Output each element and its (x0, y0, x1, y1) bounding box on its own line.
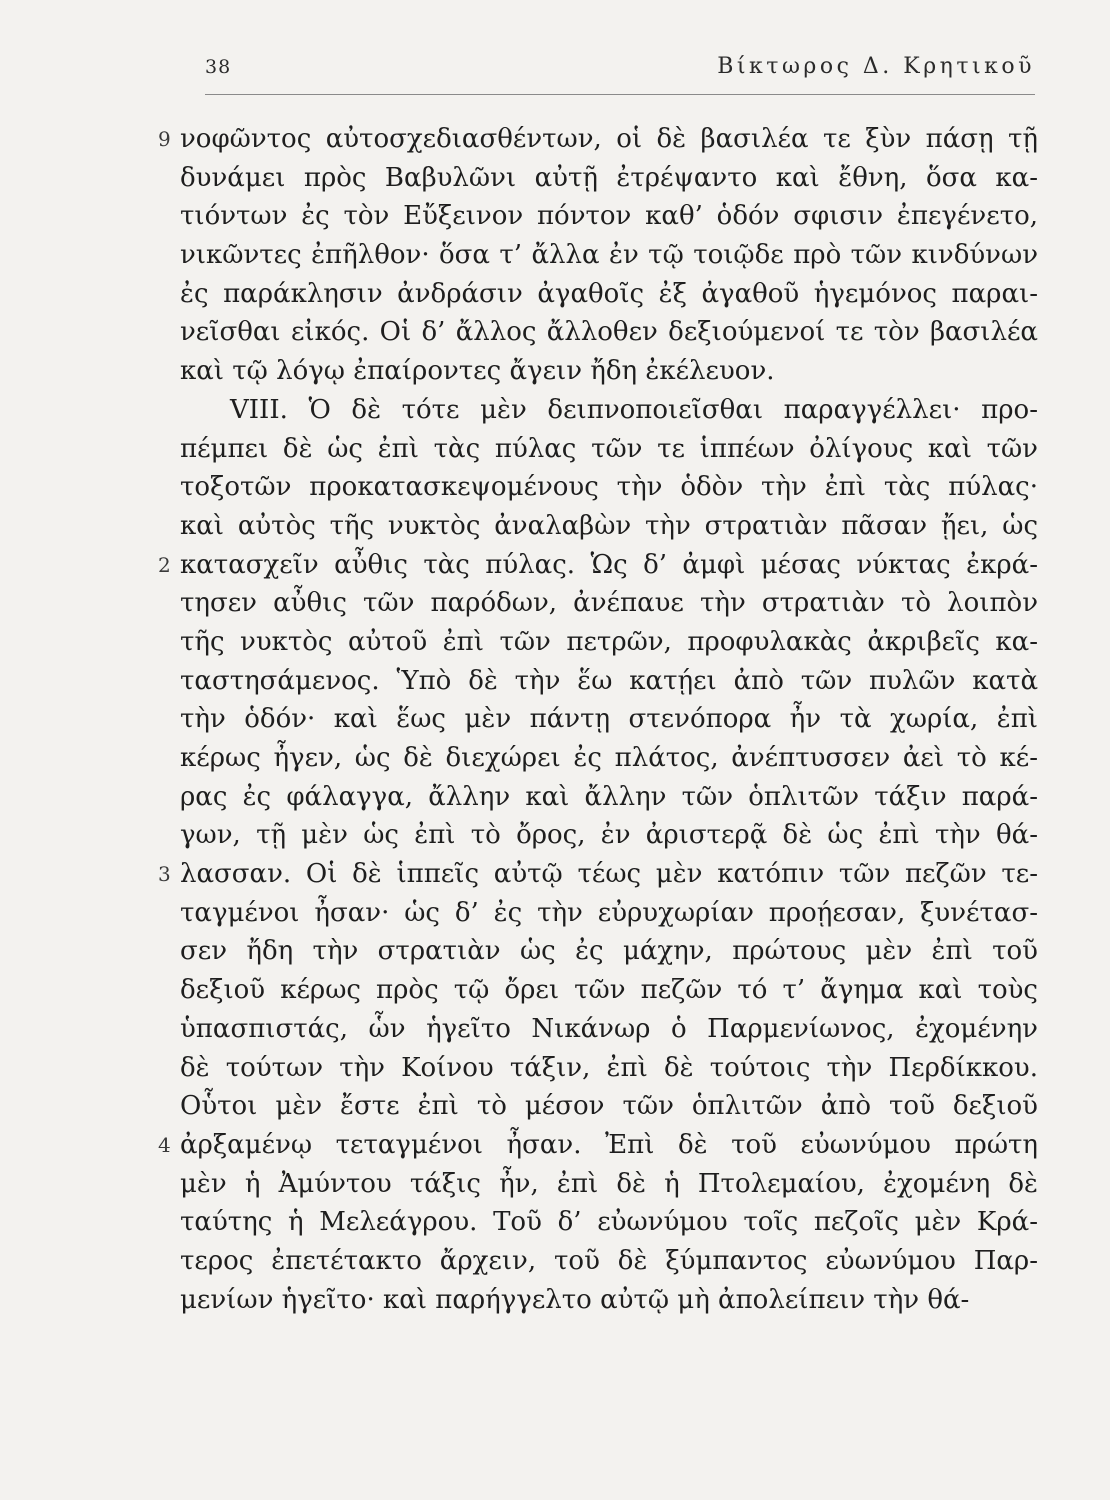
text-line (158, 546, 1038, 585)
running-head: Βίκτωρος Δ. Κρητικοῦ (717, 54, 1035, 79)
text-line (180, 1087, 1038, 1126)
line-text: τῆς νυκτὸς αὐτοῦ ἐπὶ τῶν πετρῶν, προφυλακὰς ἀκριβεῖς κα- (180, 626, 1038, 657)
line-text: κατασχεῖν αὖθις τὰς πύλας. Ὡς δ’ ἀμφὶ μέσας νύκτας ἐκρά- (180, 549, 1038, 580)
text-line (180, 1203, 1038, 1242)
text-line (180, 313, 1038, 352)
margin-section-number: 2 (158, 552, 171, 577)
line-text: μενίων ἡγεῖτο· καὶ παρήγγελτο αὐτῷ μὴ ἀπολείπειν τὴν θά- (180, 1284, 970, 1315)
text-line (180, 816, 1038, 855)
line-text: τησεν αὖθις τῶν παρόδων, ἀνέπαυε τὴν στρατιὰν τὸ λοιπὸν (180, 588, 1038, 619)
line-text: νεῖσθαι εἰκός. Οἱ δ’ ἄλλος ἄλλοθεν δεξιούμενοί τε τὸν βασιλέα (180, 317, 1038, 348)
text-line (158, 855, 1038, 894)
text-line (180, 1242, 1038, 1281)
page-number: 38 (205, 56, 232, 78)
line-text: δεξιοῦ κέρως πρὸς τῷ ὄρει τῶν πεζῶν τό τ’ ἄγημα καὶ τοὺς (180, 975, 1038, 1006)
text-line (180, 507, 1038, 546)
line-text: ταστησάμενος. Ὑπὸ δὲ τὴν ἕω κατῄει ἀπὸ τῶν πυλῶν κατὰ (180, 665, 1038, 696)
text-line (180, 662, 1038, 701)
line-text: τοξοτῶν προκατασκεψομένους τὴν ὁδὸν τὴν ἐπὶ τὰς πύλας· (180, 472, 1038, 503)
line-text: ὑπασπιστάς, ὧν ἡγεῖτο Νικάνωρ ὁ Παρμενίωνος, ἐχομένην (180, 1013, 1038, 1044)
text-line (180, 739, 1038, 778)
line-text: τὴν ὁδόν· καὶ ἕως μὲν πάντῃ στενόπορα ἦν τὰ χωρία, ἐπὶ (180, 704, 1038, 735)
text-line (180, 236, 1038, 275)
text-line (180, 778, 1038, 817)
text-line (180, 391, 1038, 430)
line-text: ταγμένοι ἦσαν· ὡς δ’ ἐς τὴν εὐρυχωρίαν προῄεσαν, ξυνέτασ- (180, 897, 1038, 928)
text-line (180, 971, 1038, 1010)
text-line (180, 275, 1038, 314)
line-text: ἀρξαμένῳ τεταγμένοι ἦσαν. Ἐπὶ δὲ τοῦ εὐωνύμου πρώτη (180, 1129, 1038, 1160)
header-rule (205, 94, 1035, 95)
line-text: Οὗτοι μὲν ἔστε ἐπὶ τὸ μέσον τῶν ὁπλιτῶν ἀπὸ τοῦ δεξιοῦ (180, 1091, 1038, 1122)
body-text (158, 120, 1038, 1319)
text-line (180, 197, 1038, 236)
line-text: τιόντων ἐς τὸν Εὔξεινον πόντον καθ’ ὁδόν σφισιν ἐπεγένετο, (180, 201, 1038, 232)
text-line (158, 120, 1038, 159)
line-text: καὶ τῷ λόγῳ ἐπαίροντες ἄγειν ἤδη ἐκέλευον. (180, 356, 775, 387)
text-line (180, 894, 1038, 933)
line-text: γων, τῇ μὲν ὡς ἐπὶ τὸ ὄρος, ἐν ἀριστερᾷ δὲ ὡς ἐπὶ τὴν θά- (180, 820, 1038, 851)
text-line (180, 932, 1038, 971)
line-text: ρας ἐς φάλαγγα, ἄλλην καὶ ἄλλην τῶν ὁπλιτῶν τάξιν παρά- (180, 781, 1038, 812)
text-line (180, 623, 1038, 662)
line-text: πέμπει δὲ ὡς ἐπὶ τὰς πύλας τῶν τε ἱππέων ὀλίγους καὶ τῶν (180, 433, 1038, 464)
line-text: νοφῶντος αὐτοσχεδιασθέντων, οἱ δὲ βασιλέα τε ξὺν πάσῃ τῇ (180, 124, 1038, 154)
line-text: δυνάμει πρὸς Βαβυλῶνι αὐτῇ ἐτρέψαντο καὶ ἔθνη, ὅσα κα- (180, 162, 1038, 193)
text-line (180, 584, 1038, 623)
line-text: ἐς παράκλησιν ἀνδράσιν ἀγαθοῖς ἐξ ἀγαθοῦ ἡγεμόνος παραι- (180, 278, 1038, 309)
page-header (205, 56, 1035, 96)
text-line (180, 1281, 1038, 1320)
text-line (180, 430, 1038, 469)
margin-section-number: 4 (158, 1132, 171, 1157)
line-text: δὲ τούτων τὴν Κοίνου τάξιν, ἐπὶ δὲ τούτοις τὴν Περδίκκου. (180, 1052, 1038, 1083)
line-text: τερος ἐπετέτακτο ἄρχειν, τοῦ δὲ ξύμπαντος εὐωνύμου Παρ- (180, 1245, 1038, 1276)
line-text: λασσαν. Οἱ δὲ ἱππεῖς αὐτῷ τέως μὲν κατόπιν τῶν πεζῶν τε- (180, 859, 1038, 890)
text-line (158, 1126, 1038, 1165)
margin-section-number: 3 (158, 862, 171, 887)
line-text: κέρως ἦγεν, ὡς δὲ διεχώρει ἐς πλάτος, ἀνέπτυσσεν ἀεὶ τὸ κέ- (180, 743, 1038, 773)
line-text: VIII. Ὁ δὲ τότε μὲν δειπνοποιεῖσθαι παραγγέλλει· προ- (230, 394, 1038, 425)
line-text: σεν ἤδη τὴν στρατιὰν ὡς ἐς μάχην, πρώτους μὲν ἐπὶ τοῦ (180, 936, 1038, 967)
line-text: καὶ αὐτὸς τῆς νυκτὸς ἀναλαβὼν τὴν στρατιὰν πᾶσαν ᾔει, ὡς (180, 510, 1038, 541)
text-line (180, 159, 1038, 198)
text-line (180, 468, 1038, 507)
line-text: ταύτης ἡ Μελεάγρου. Τοῦ δ’ εὐωνύμου τοῖς πεζοῖς μὲν Κρά- (180, 1207, 1038, 1238)
text-line (180, 700, 1038, 739)
margin-section-number: 9 (158, 127, 171, 151)
text-line (180, 352, 1038, 391)
text-line (180, 1049, 1038, 1088)
text-line (180, 1165, 1038, 1204)
text-line (180, 1010, 1038, 1049)
line-text: μὲν ἡ Ἀμύντου τάξις ἦν, ἐπὶ δὲ ἡ Πτολεμαίου, ἐχομένη δὲ (180, 1168, 1038, 1199)
line-text: νικῶντες ἐπῆλθον· ὅσα τ’ ἄλλα ἐν τῷ τοιῷδε πρὸ τῶν κινδύνων (180, 240, 1038, 271)
